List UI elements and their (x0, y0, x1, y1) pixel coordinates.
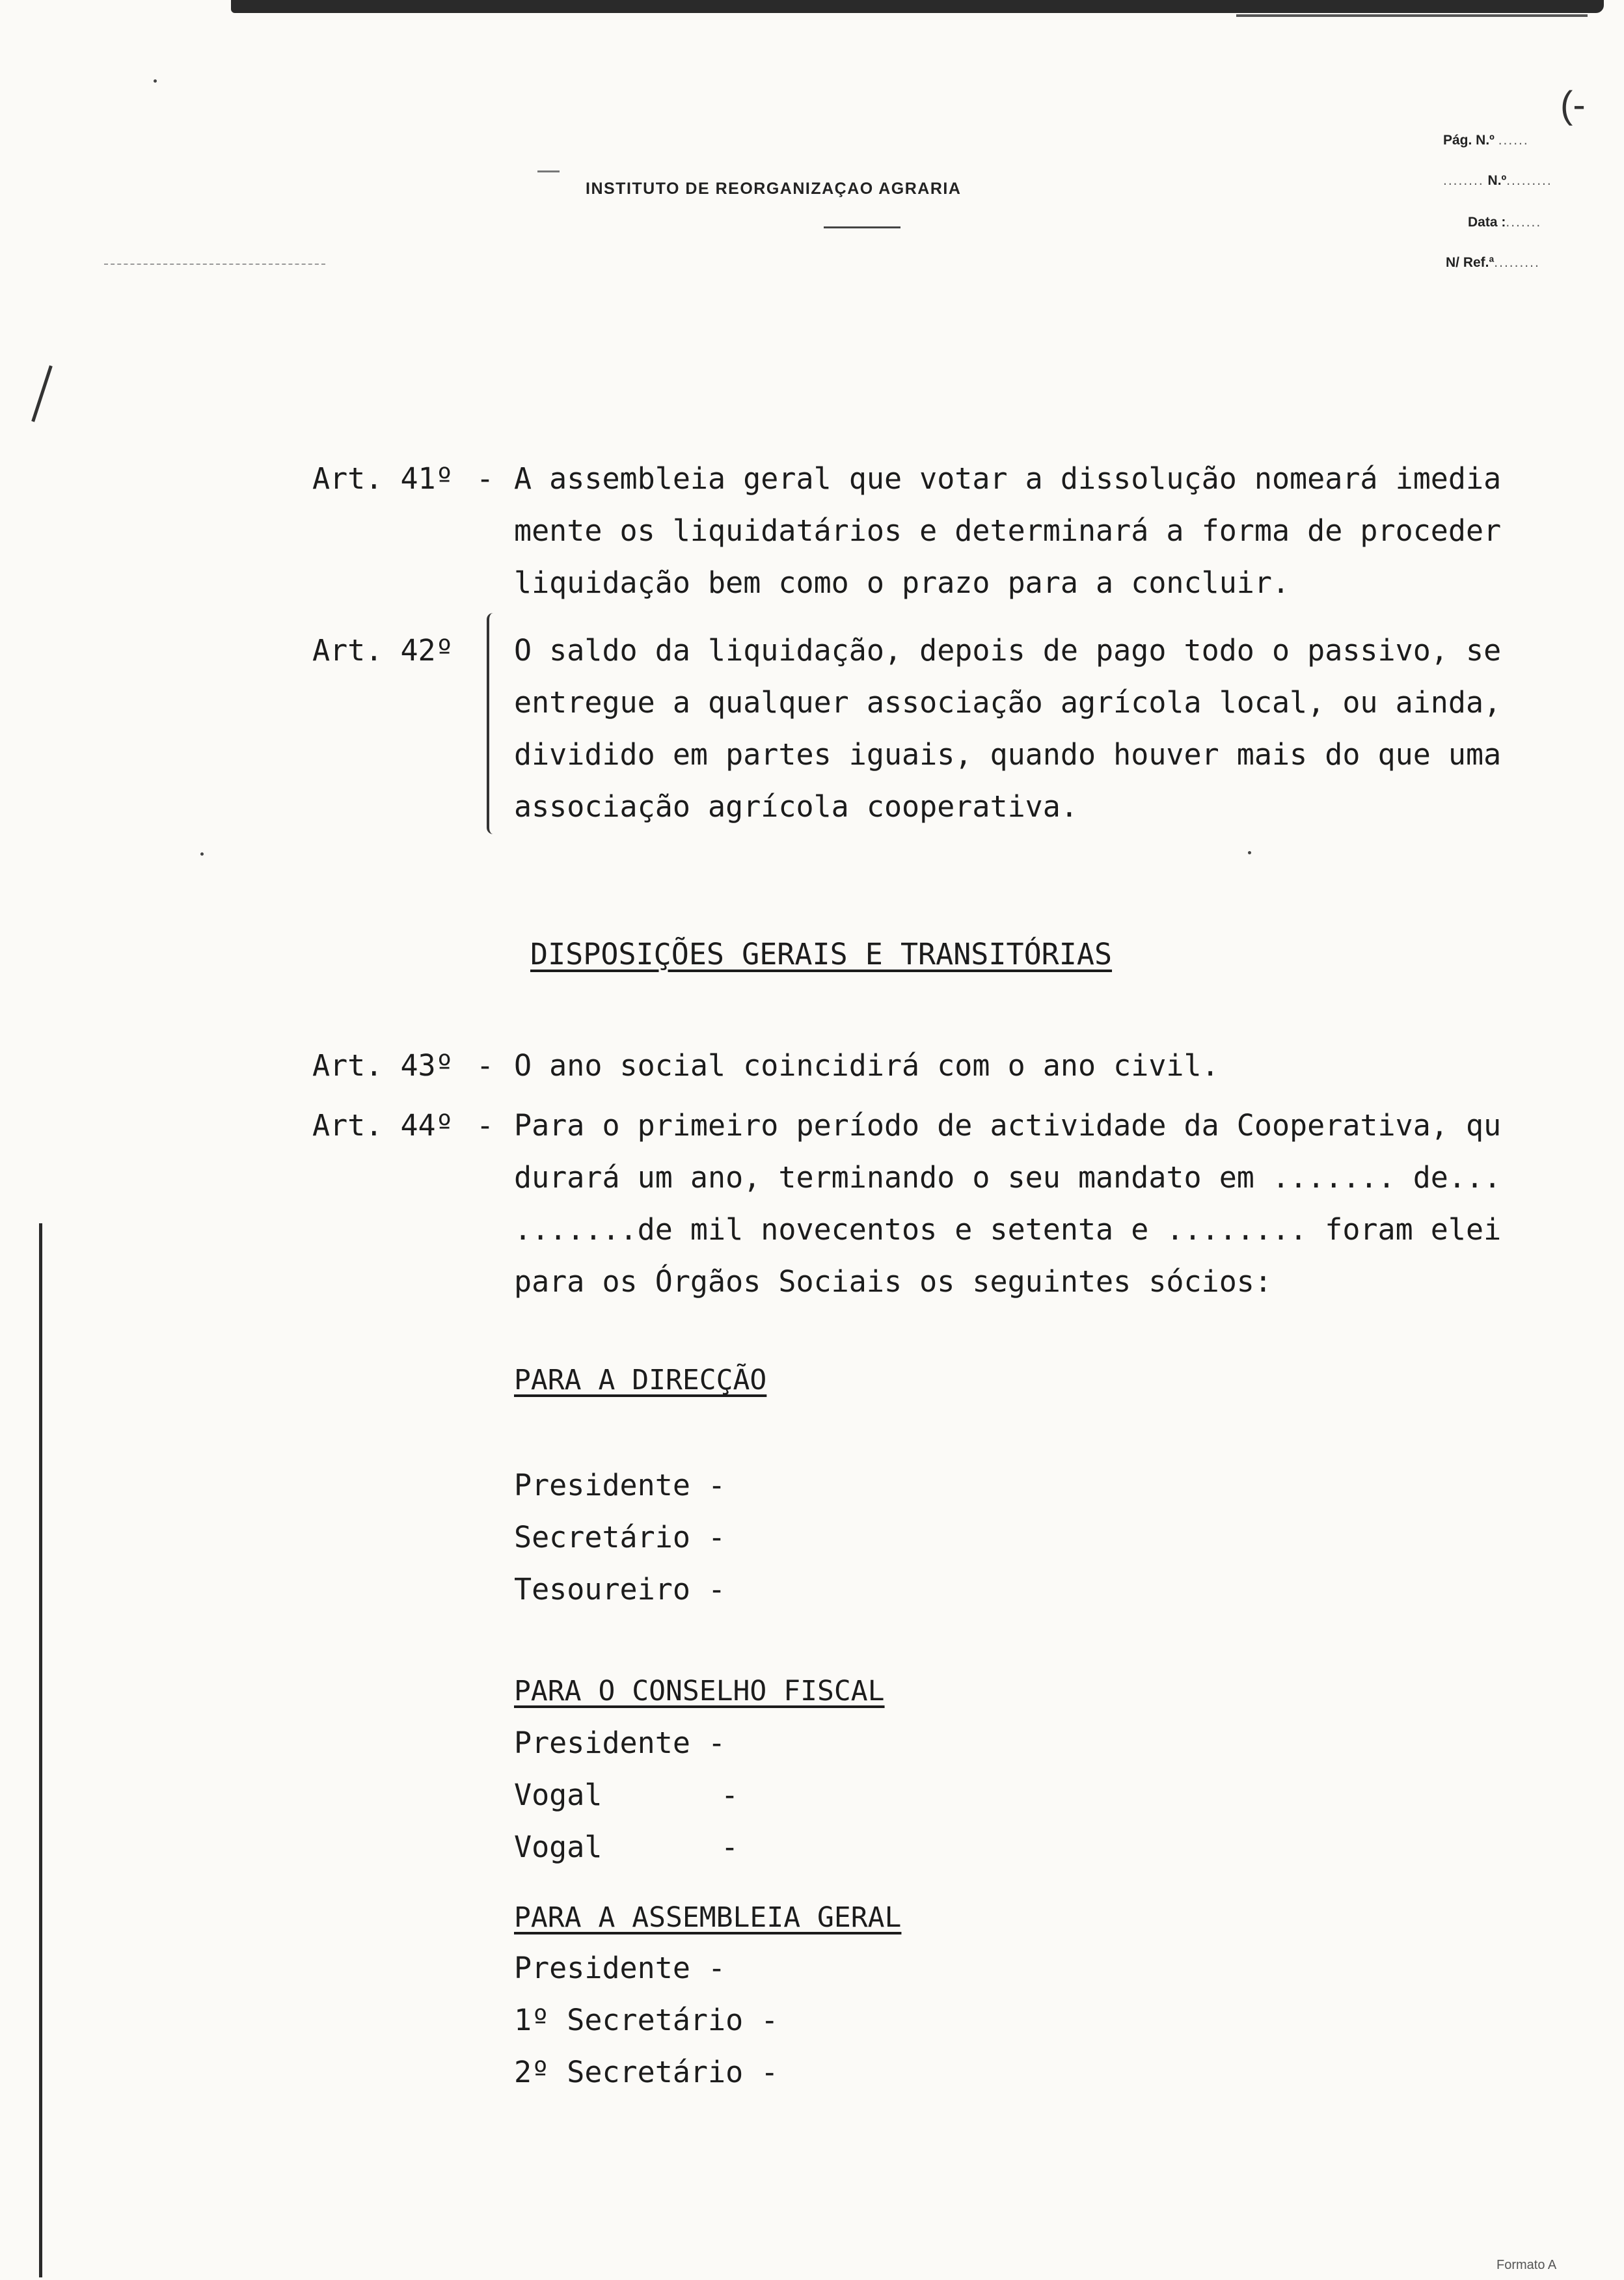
fiscal-council-role-dash: - (721, 1778, 739, 1812)
paper-speck (200, 852, 204, 856)
article-44-line-2: durará um ano, terminando o seu mandato em ....... de... (514, 1160, 1502, 1195)
article-42-line-4: associação agrícola cooperativa. (514, 789, 1078, 824)
general-assembly-role: 2º Secretário - (514, 2055, 779, 2089)
margin-binding-line (39, 1223, 42, 2277)
meta-page-number: Pág. N.º ...... (1443, 133, 1529, 148)
form-format-label: Formato A (1496, 2258, 1557, 2272)
article-41-line-2: mente os liquidatários e determinará a forma de proceder (514, 513, 1502, 548)
fiscal-council-role: Presidente - (514, 1726, 726, 1760)
fiscal-council-role: Vogal (514, 1830, 602, 1864)
header-dash-top (537, 170, 560, 172)
paper-speck (1248, 851, 1251, 854)
article-44-line-3: .......de mil novecentos e setenta e ........ foram elei (514, 1212, 1502, 1247)
article-41-dash: - (476, 461, 494, 496)
article-44-dash: - (476, 1108, 494, 1143)
direction-role: Tesoureiro - (514, 1572, 726, 1607)
article-44-line-1: Para o primeiro período de actividade da Cooperativa, qu (514, 1108, 1502, 1143)
fiscal-council-role: Vogal (514, 1778, 602, 1812)
header-divider (824, 226, 900, 228)
paper-speck (154, 79, 157, 83)
margin-pen-mark (31, 365, 53, 422)
meta-reference: N/ Ref.ª......... (1446, 255, 1540, 270)
general-assembly-role: Presidente - (514, 1951, 726, 1985)
article-43-dash: - (476, 1048, 494, 1083)
left-dotted-rule (104, 264, 325, 266)
direction-role: Presidente - (514, 1468, 726, 1502)
article-42-label: Art. 42º (312, 633, 453, 668)
meta-date: Data :....... (1468, 215, 1542, 230)
section-heading: DISPOSIÇÕES GERAIS E TRANSITÓRIAS (530, 937, 1113, 971)
top-edge-line (1236, 14, 1588, 17)
fiscal-council-heading: PARA O CONSELHO FISCAL (514, 1675, 885, 1707)
article-44-line-4: para os Órgãos Sociais os seguintes sócios: (514, 1264, 1272, 1299)
article-42-line-1: O saldo da liquidação, depois de pago todo o passivo, se (514, 633, 1502, 668)
article-42-margin-bracket (487, 613, 496, 834)
article-41-label: Art. 41º (312, 461, 453, 496)
article-42-line-3: dividido em partes iguais, quando houver mais do que uma (514, 737, 1502, 772)
article-43-line-1: O ano social coincidirá com o ano civil. (514, 1048, 1219, 1083)
article-41-line-3: liquidação bem como o prazo para a concluir. (514, 565, 1290, 600)
article-43-label: Art. 43º (312, 1048, 453, 1083)
fiscal-council-role-dash: - (721, 1830, 739, 1864)
article-42-line-2: entregue a qualquer associação agrícola local, ou ainda, (514, 685, 1502, 720)
direction-heading: PARA A DIRECÇÃO (514, 1364, 767, 1396)
meta-number: ........ N.º......... (1443, 173, 1552, 188)
article-44-label: Art. 44º (312, 1108, 453, 1143)
institution-name: INSTITUTO DE REORGANIZAÇAO AGRARIA (586, 180, 962, 198)
page-corner-mark: (- (1560, 84, 1586, 126)
direction-role: Secretário - (514, 1520, 726, 1554)
top-edge-band (231, 0, 1604, 13)
general-assembly-heading: PARA A ASSEMBLEIA GERAL (514, 1901, 902, 1934)
article-41-line-1: A assembleia geral que votar a dissolução nomeará imedia (514, 461, 1502, 496)
general-assembly-role: 1º Secretário - (514, 2003, 779, 2037)
